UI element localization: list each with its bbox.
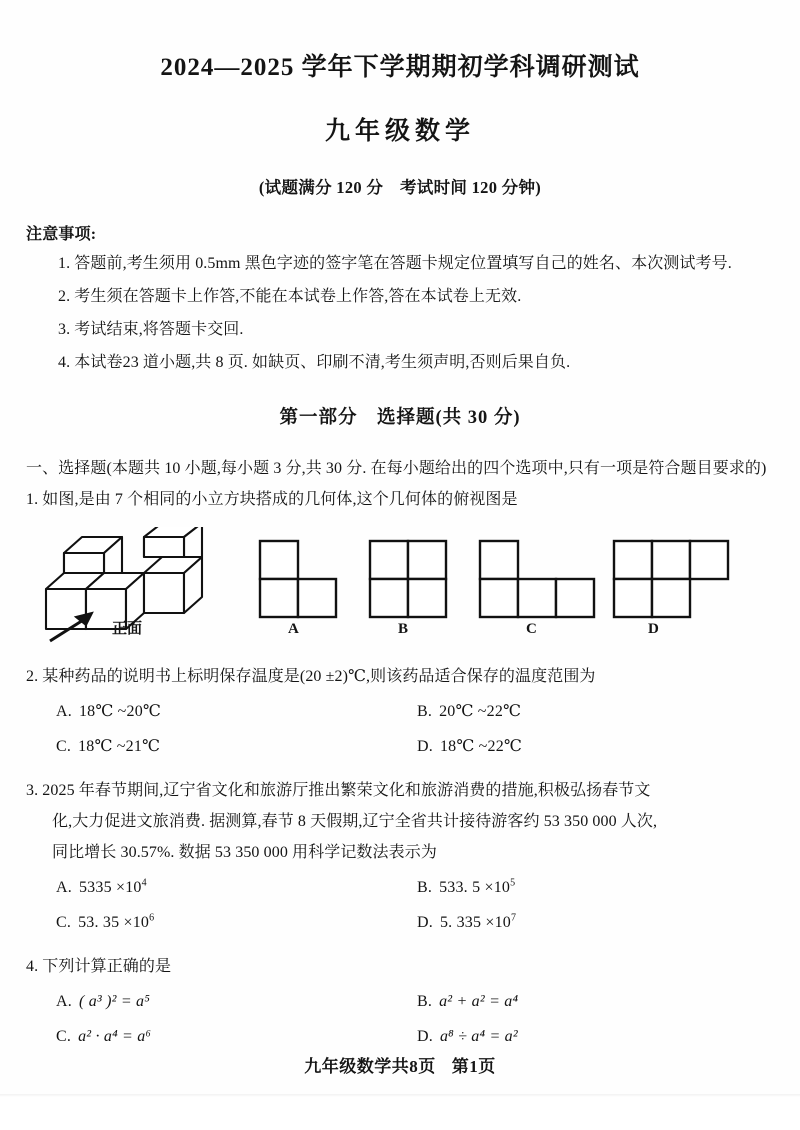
question-3-stem-line-1: 3. 2025 年春节期间,辽宁省文化和旅游厅推出繁荣文化和旅游消费的措施,积极弘扬春节文: [26, 781, 651, 799]
notice-heading: 注意事项:: [26, 226, 97, 243]
footer-subject: 九年级数学共8页: [304, 1057, 436, 1076]
option-label: D.: [417, 1027, 433, 1045]
option-text: 20℃ ~22℃: [439, 703, 522, 721]
question-2-options: [26, 692, 778, 762]
option-label: C.: [56, 1027, 72, 1045]
notice-item-3: 3. 考试结束,将答题卡交回.: [58, 320, 244, 338]
question-3-option-d[interactable]: [417, 903, 778, 938]
question-2-option-a[interactable]: [56, 692, 417, 727]
option-label: A.: [56, 703, 72, 721]
option-expression: ( a³ )² = a⁵: [78, 992, 150, 1010]
question-2: [22, 647, 778, 763]
option-base: 5. 335 ×10: [439, 914, 511, 932]
front-view-label: 正面: [112, 620, 143, 637]
question-2-option-d[interactable]: [417, 727, 778, 762]
option-text: 18℃ ~20℃: [78, 703, 162, 721]
footer-page-number: 第1页: [451, 1057, 496, 1076]
question-1-figure-row: [26, 525, 778, 647]
question-3-stem-line-3: 同比增长 30.57%. 数据 53 350 000 用科学记数法表示为: [52, 843, 437, 861]
question-4-option-d[interactable]: [417, 1017, 778, 1052]
option-label: D.: [417, 914, 433, 932]
question-1-option-a-shape: [254, 535, 340, 626]
question-3: [22, 763, 778, 939]
arrow-icon: [44, 609, 114, 647]
question-1: [22, 484, 778, 647]
option-label: D.: [417, 738, 433, 756]
option-base: 533. 5 ×10: [439, 879, 511, 897]
question-1-option-b-label: B: [398, 621, 409, 637]
top-view-shape-c: [474, 535, 598, 621]
notice-item-2: 2. 考生须在答题卡上作答,不能在本试卷上作答,答在本试卷上无效.: [58, 287, 522, 305]
question-1-option-d-label: D: [648, 621, 659, 637]
option-base: 5335 ×10: [78, 879, 142, 897]
question-4-stem: 4. 下列计算正确的是: [26, 957, 172, 975]
option-text: 18℃ ~22℃: [439, 738, 523, 756]
exam-title: 2024—2025 学年下学期期初学科调研测试: [160, 54, 640, 81]
option-expression: a² + a² = a⁴: [439, 992, 519, 1010]
option-text: 18℃ ~21℃: [78, 738, 161, 756]
question-3-option-c[interactable]: [56, 903, 417, 938]
option-label: B.: [417, 992, 433, 1010]
notice-item-4: 4. 本试卷23 道小题,共 8 页. 如缺页、印刷不清,考生须声明,否则后果自负.: [58, 353, 571, 371]
question-1-option-a-label: A: [288, 621, 299, 637]
option-base: 53. 35 ×10: [78, 914, 150, 932]
top-view-shape-b: [364, 535, 450, 621]
option-exponent: 4: [141, 877, 147, 889]
part-one-title: 第一部分 选择题(共 30 分): [279, 407, 521, 428]
question-1-option-c-shape: [474, 535, 598, 626]
option-label: B.: [417, 879, 433, 897]
question-1-option-b-shape: [364, 535, 450, 626]
question-1-option-c-label: C: [526, 621, 537, 637]
question-4-option-a[interactable]: [56, 982, 417, 1017]
question-4-option-c[interactable]: [56, 1017, 417, 1052]
question-3-option-b[interactable]: [417, 868, 778, 903]
notice-item-1: 1. 答题前,考生须用 0.5mm 黑色字迹的签字笔在答题卡规定位置填写自己的姓名、本次测试考号.: [58, 255, 732, 272]
question-2-option-c[interactable]: [56, 727, 417, 762]
question-4-options: [26, 982, 778, 1052]
question-2-option-b[interactable]: [417, 692, 778, 727]
top-view-shape-d: [608, 535, 732, 621]
page-footer: [0, 1052, 800, 1077]
score-and-time-line: (试题满分 120 分 考试时间 120 分钟): [258, 178, 542, 197]
question-3-stem-line-2: 化,大力促进文旅消费. 据测算,春节 8 天假期,辽宁全省共计接待游客约 53 350 000 人次,: [52, 812, 658, 830]
question-1-option-d-shape: [608, 535, 732, 626]
option-exponent: 7: [511, 912, 517, 924]
question-1-stem: 1. 如图,是由 7 个相同的小立方块搭成的几何体,这个几何体的俯视图是: [26, 490, 518, 508]
option-expression: a² · a⁴ = a⁶: [78, 1027, 152, 1045]
option-label: C.: [56, 738, 72, 756]
option-exponent: 6: [149, 912, 155, 924]
option-label: A.: [56, 992, 72, 1010]
question-4: [22, 939, 778, 1053]
top-view-shape-a: [254, 535, 340, 621]
question-2-stem: 2. 某种药品的说明书上标明保存温度是(20 ±2)℃,则该药品适合保存的温度范围为: [26, 668, 596, 685]
multiple-choice-instructions: 一、选择题(本题共 10 小题,每小题 3 分,共 30 分. 在每小题给出的四个选项中,只有一项是符合题目要求的): [26, 459, 767, 477]
question-3-options: [26, 868, 778, 938]
option-exponent: 5: [510, 877, 516, 889]
option-expression: a⁸ ÷ a⁴ = a²: [439, 1027, 518, 1045]
front-direction-arrow: [44, 609, 114, 652]
subject-title: 九年级数学: [324, 118, 475, 145]
option-label: C.: [56, 914, 72, 932]
question-4-option-b[interactable]: [417, 982, 778, 1017]
option-label: B.: [417, 703, 433, 721]
option-label: A.: [56, 879, 72, 897]
page-bottom-edge: [0, 1094, 800, 1097]
question-3-option-a[interactable]: [56, 868, 417, 903]
